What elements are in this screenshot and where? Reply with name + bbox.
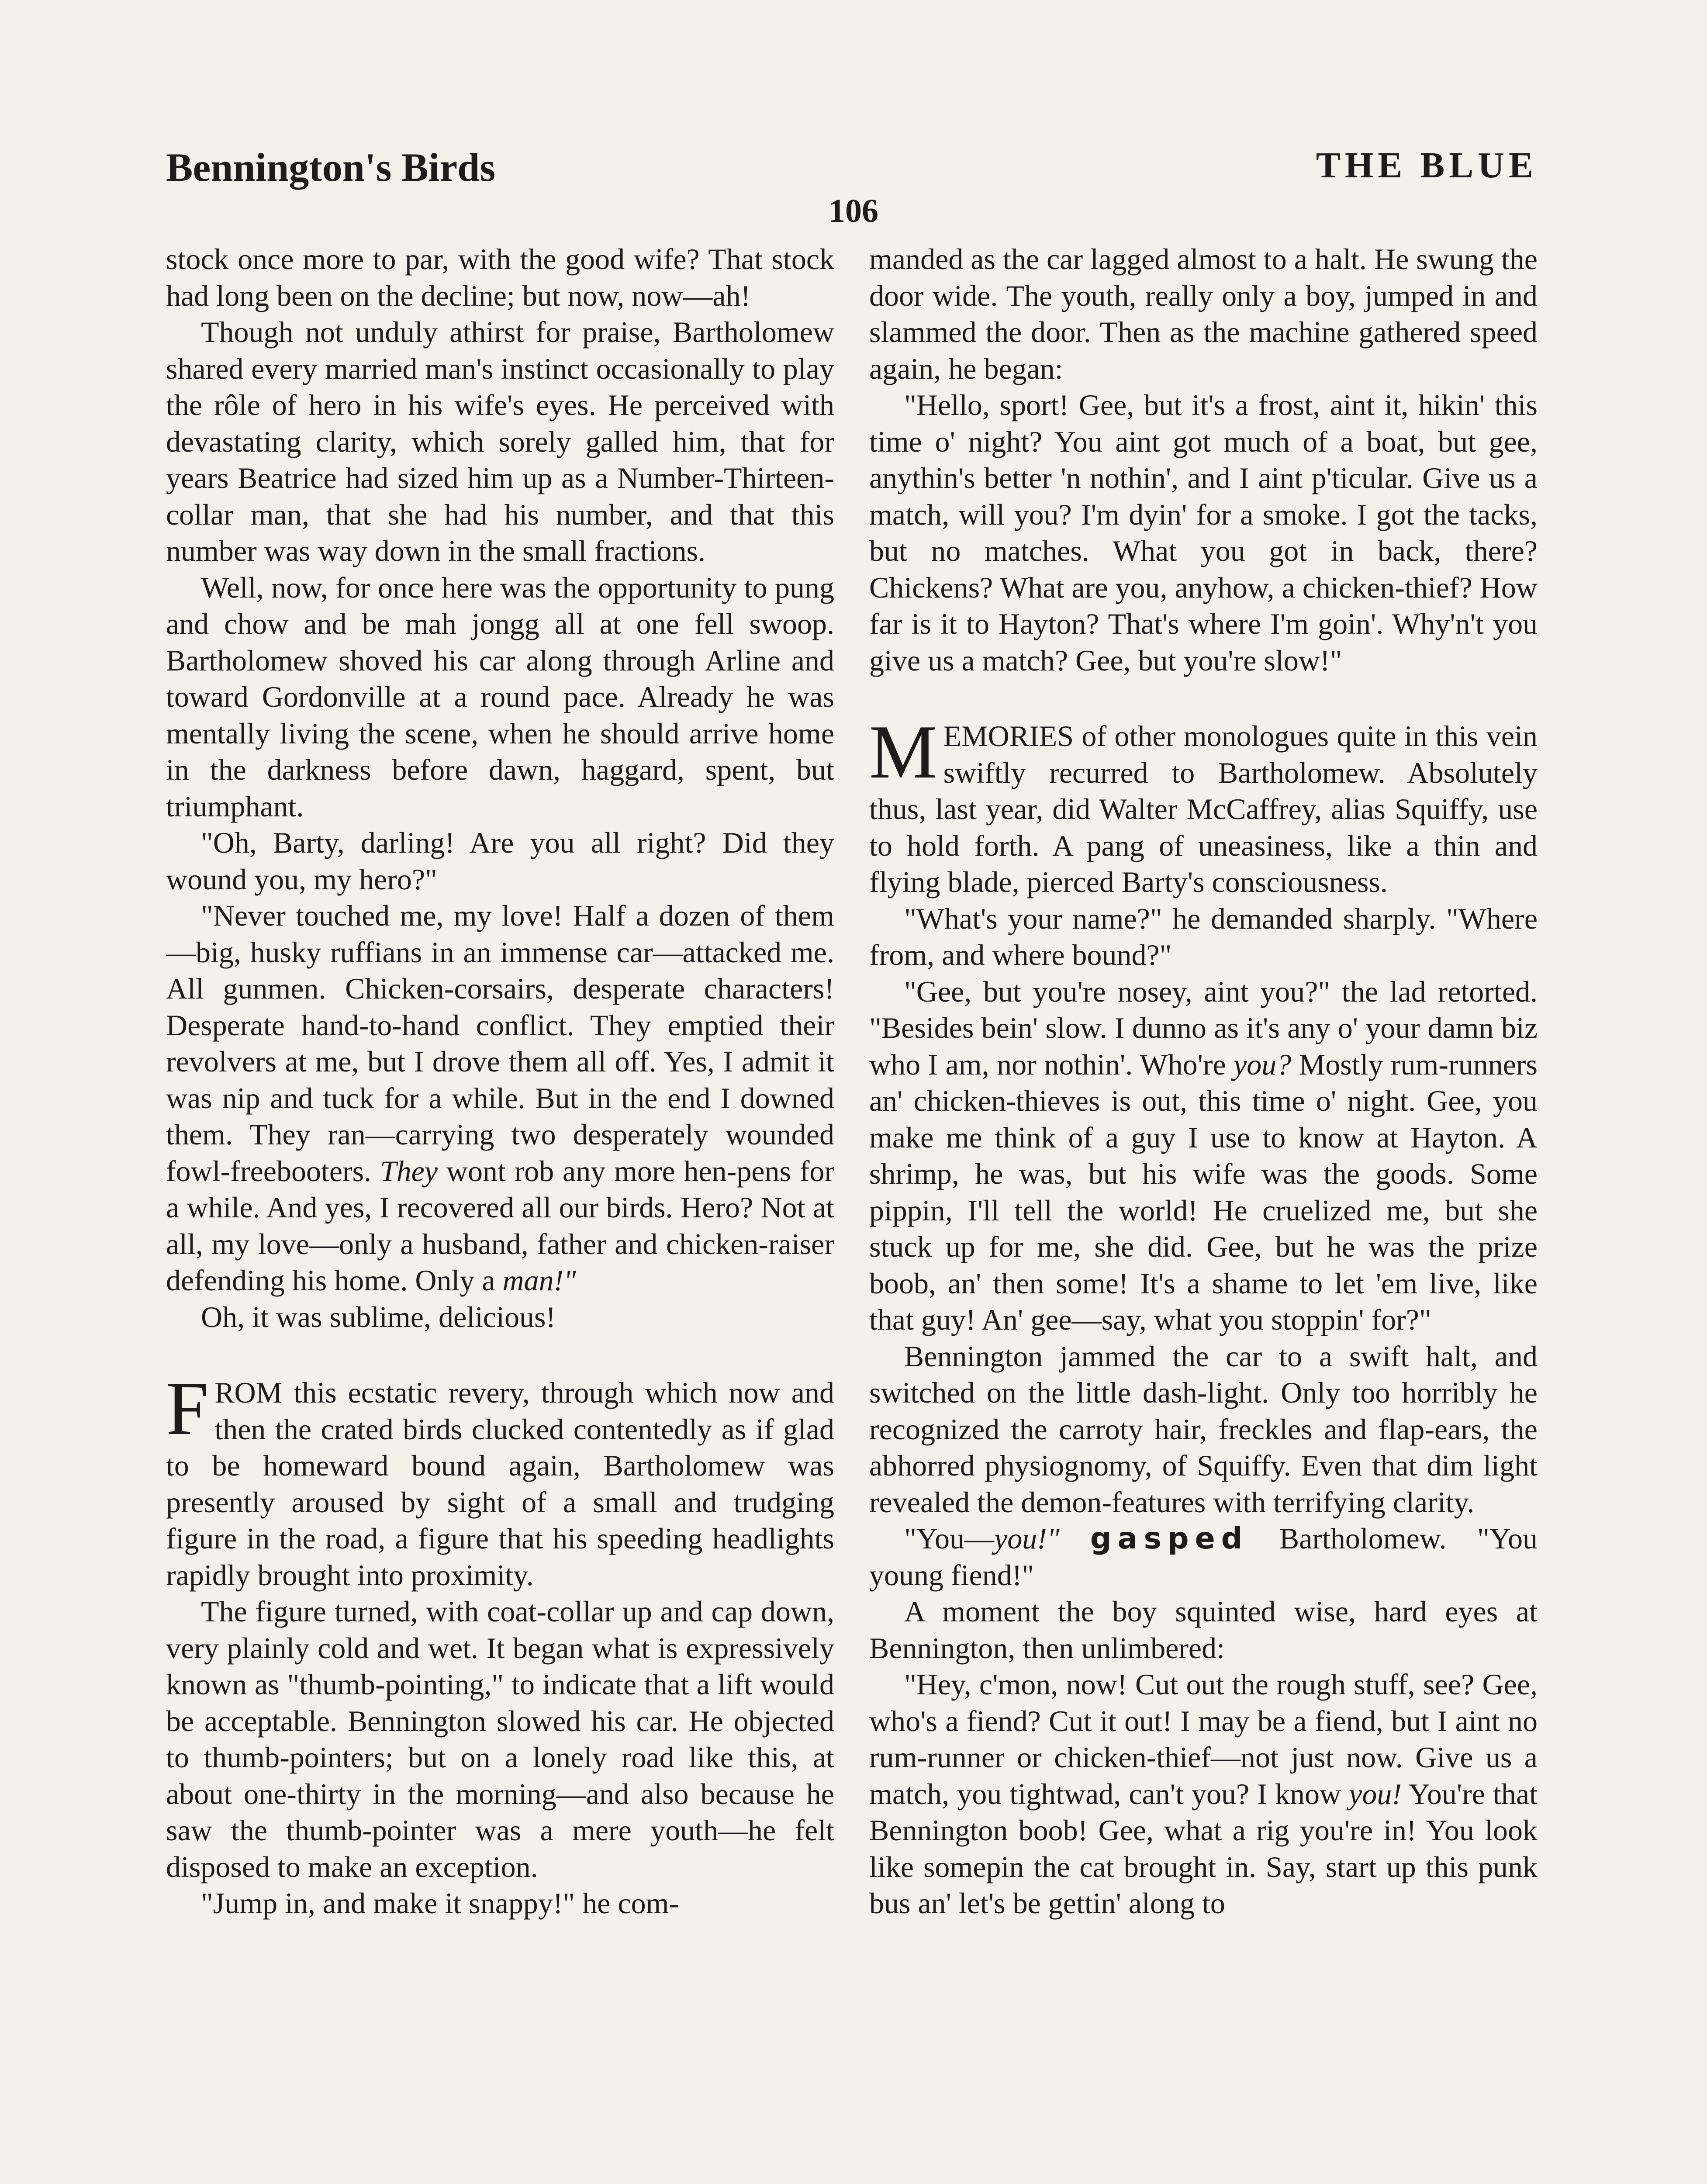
italic-text: you? <box>1234 1047 1292 1081</box>
paragraph: Bennington jammed the car to a swift halt, and switched on the little dash-light. Only too horribly he recognized the carroty hair, freckles and flap-ears, the abhorred physiognomy, of Squiffy. Even that dim light revealed the demon-features with terrifying clarity. <box>869 1339 1538 1519</box>
paragraph: manded as the car lagged almost to a halt. He swung the door wide. The youth, really only a boy, jumped in and slammed the door. Then as the machine gathered speed again, he began: <box>869 242 1538 385</box>
text-run: "You— <box>904 1522 995 1555</box>
spaced-text: gasped <box>1090 1521 1249 1556</box>
text-run: "Hey, c'mon, now! Cut out the rough stuff, see? Gee, who's a fiend? Cut it out! I may be a fiend, but I aint no rum-runner or chicken-thief—not just now. Give us a match, you tightwad, can't you? I know <box>869 1668 1538 1811</box>
italic-text: you! <box>1349 1777 1402 1811</box>
paragraph: Well, now, for once here was the opportunity to pung and chow and be mah jongg all at one fell swoop. Bartholomew shoved his car along through Arline and toward Gordonville at a round pace. Already he was mentally living the scene, when he should arrive home in the darkness before dawn, haggard, spent, but triumphant. <box>166 570 834 823</box>
paragraph: stock once more to par, with the good wife? That stock had long been on the decline; but now, now—ah! <box>166 242 834 312</box>
paragraph: Though not unduly athirst for praise, Bartholomew shared every married man's instinct occasionally to play the rôle of hero in his wife's eyes. He perceived with devastating clarity, which sorely galled him, that for years Beatrice had sized him up as a Number-Thirteen-collar man, that she had his number, and that this number was way down in the small fractions. <box>166 315 834 567</box>
paragraph <box>869 709 1538 901</box>
text-run: You're that Bennington boob! Gee, what a rig you're in! You look like somepin the cat brought in. Say, start up this punk bus an' let's be gettin' along to <box>869 1777 1538 1920</box>
paragraph: A moment the boy squinted wise, hard eyes at Bennington, then unlimbered: <box>869 1595 1538 1665</box>
paragraph: "Hello, sport! Gee, but it's a frost, aint it, hikin' this time o' night? You aint got much of a boat, but gee, anythin's better 'n nothin', and I aint p'ticular. Give us a match, will you? I'm dyin' for a smoke. I got the tacks, but no matches. What you got in back, there? Chickens? What are you, anyhow, a chicken-thief? How far is it to Hayton? That's where I'm goin'. Why'n't you give us a match? Gee, but you're slow!" <box>869 388 1538 677</box>
page-number: 106 <box>829 193 878 229</box>
paragraph <box>869 974 1538 1338</box>
text-run: Bartholomew. "You young fiend!" <box>869 1522 1538 1592</box>
text-run: Mostly rum-runners an' chicken-thieves is out, this time o' night. Gee, you make me think of a guy I use to know at Hayton. A shrimp, he was, but his wife was the goods. Some pippin, I'll tell the world! He cruelized me, but she stuck up for me, she did. Gee, but he was the prize boob, an' then some! It's a shame to let 'em live, like that guy! An' gee—say, what you stoppin' for?" <box>869 1047 1538 1336</box>
story-title: Bennington's Birds <box>166 145 496 190</box>
italic-text: They <box>380 1154 438 1188</box>
paragraph <box>166 1366 834 1593</box>
italic-text: you!" <box>994 1522 1060 1555</box>
text-run: wont rob any more hen-pens for a while. And yes, I recovered all our birds. Hero? Not at all, my love—only a husband, father and chicken-raiser defending his home. Only a <box>166 1154 834 1297</box>
text-run: EMORIES of other monologues quite in this vein swiftly recurred to Bartholomew. Absolutely thus, last year, did Walter McCaffrey, alias Squiffy, use to hold forth. A pang of uneasiness, like a thin and flying blade, pierced Barty's consciousness. <box>869 719 1538 898</box>
text-run: "Gee, but you're nosey, aint you?" the lad retorted. "Besides bein' slow. I dunno as it's any o' your damn biz who I am, nor nothin'. Who're <box>869 975 1538 1081</box>
paragraph <box>869 1666 1538 1922</box>
drop-cap: F <box>166 1366 209 1451</box>
paragraph: The figure turned, with coat-collar up and cap down, very plainly cold and wet. It began what is expressively known as "thumb-pointing," to indicate that a lift would be acceptable. Bennington slowed his car. He objected to thumb-pointers; but on a lonely road like this, at about one-thirty in the morning—and also because he saw the thumb-pointer was a mere youth—he felt disposed to make an exception. <box>166 1595 834 1883</box>
paragraph: Oh, it was sublime, delicious! <box>201 1300 556 1334</box>
paragraph: "What's your name?" he demanded sharply. "Where from, and where bound?" <box>869 902 1538 971</box>
paragraph <box>869 1521 1538 1593</box>
text-run: ROM this ecstatic revery, through which now and then the crated birds clucked contentedly as if glad to be homeward bound again, Bartholomew was presently aroused by sight of a small and trudging figure in the road, a figure that his speeding headlights rapidly brought into proximity. <box>166 1376 834 1592</box>
paragraph: "Oh, Barty, darling! Are you all right? Did they wound you, my hero?" <box>166 826 834 896</box>
drop-cap: M <box>869 709 937 794</box>
left-column <box>166 241 834 2184</box>
italic-text: man!" <box>502 1264 576 1297</box>
paragraph <box>166 898 834 1299</box>
paragraph: "Jump in, and make it snappy!" he com- <box>201 1887 679 1920</box>
right-column <box>869 241 1538 2184</box>
text-run: "Never touched me, my love! Half a dozen of them—big, husky ruffians in an immense car—attacked me. All gunmen. Chicken-corsairs, desperate characters! Desperate hand-to-hand conflict. They emptied their revolvers at me, but I drove them all off. Yes, I admit it was nip and tuck for a while. But in the end I downed them. They ran—carrying two desperately wounded fowl-freebooters. <box>166 899 834 1188</box>
magazine-name: THE BLUE <box>1316 145 1538 186</box>
